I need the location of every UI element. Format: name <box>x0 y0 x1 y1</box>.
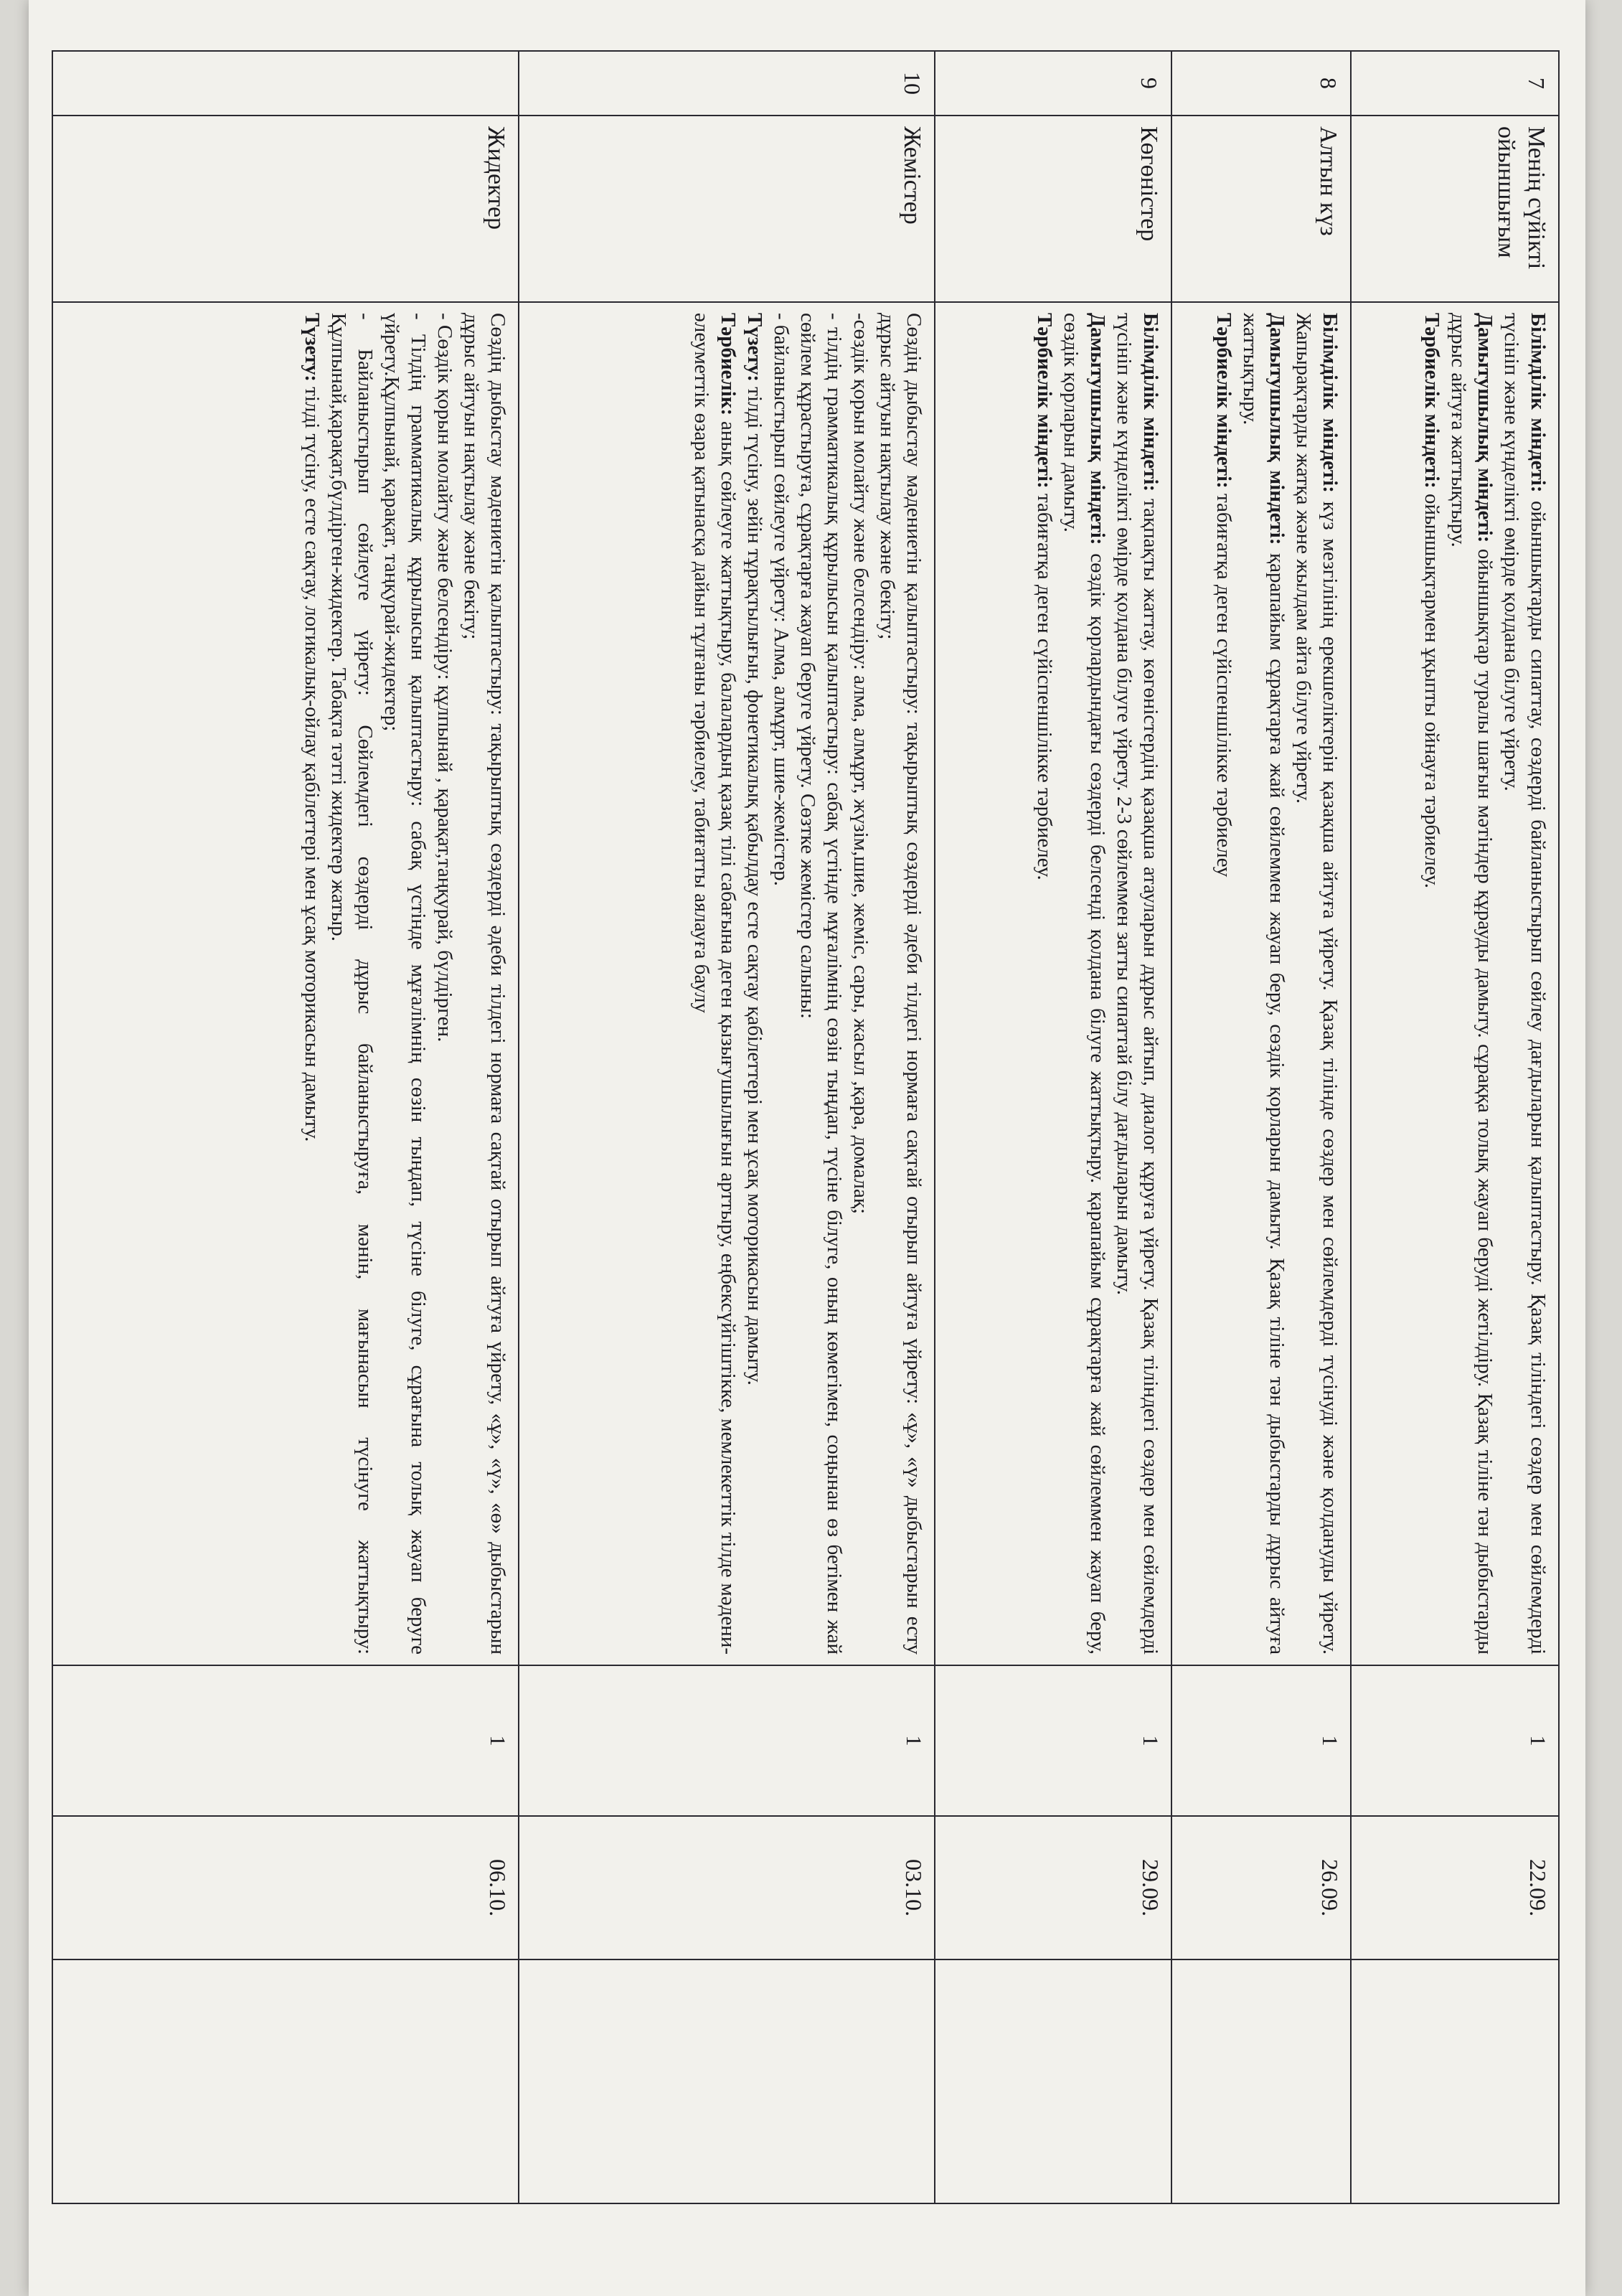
objective: - тілдің грамматикалық құрылысын қалыптастыру: сабақ үстінде мұғалімнің сөзін тыңдап, түсіне білуге, оның көмегімен, соңынан өз бетімен жай сөйлем құрастыруға, сұрақтарға жауап беруге үйрету. Сөзтке жемістер салыны: <box>796 313 846 1655</box>
lesson-plan-table <box>52 50 1560 2204</box>
objective: Білімділік міндеті: күз мезгілінің ерекшеліктерін қазақша айтуға үйрету. Қазақ тілінде сөздер мен сөйлемдерді түсінуді және қолдануды үйрету. Жапырақтарды жатқа және жылдам айта білуге үйрету. <box>1292 313 1342 1655</box>
objective: - Тілдің грамматикалық құрылысын қалыптастыру: сабақ үстінде мұғалімнің сөзін тыңдап, түсіне білуге, сұрағына толық жауап беруге үйрету.Құлпынай, қарақат, таңқурай-жидектер; <box>380 313 430 1655</box>
objective: Тәрбиелік міндеті: табиғатқа деген сүйіспеншілікке тәрбиелеу <box>1212 313 1235 878</box>
date-cell: 06.10. <box>52 1816 519 1959</box>
hours-cell: 1 <box>935 1665 1171 1816</box>
notes-cell <box>1351 1959 1559 2203</box>
date-cell: 03.10. <box>519 1816 935 1959</box>
hours-cell: 1 <box>52 1665 519 1816</box>
objective: Дамытушылық міндеті: қарапайым сұрақтарға жай сөйлеммен жауап беру, сөздік қорларын дамыту. Қазақ тіліне тән дыбыстарды дұрыс айтуға жаттықтыру. <box>1239 313 1288 1655</box>
notes-cell <box>935 1959 1171 2203</box>
rotated-page <box>53 50 1560 2203</box>
objective: Білімділік міндеті: ойыншықтарды сипаттау, сөздерді байланыстырып сөйлеу дағдыларын қалыптастыру. Қазақ тіліндегі сөздер мен сөйлемдерді түсініп және күнделікті өмірде қолдана білуге үйрету. <box>1500 313 1550 1655</box>
row-number: 9 <box>935 51 1171 116</box>
objective: Дамытушылық міндеті: ойыншықтар туралы шағын мәтіндер құрауды дамыту. сұраққа толық жауап беруді жетілдіру. Қазақ тіліне тән дыбыстарды дұрыс айтуға жаттықтыру. <box>1447 313 1496 1655</box>
topic-cell: Жемістер <box>519 116 935 302</box>
topic-cell: Алтын күз <box>1171 116 1351 302</box>
hours-cell: 1 <box>1351 1665 1559 1816</box>
row-number: 10 <box>519 51 935 116</box>
notes-cell <box>1171 1959 1351 2203</box>
hours-cell: 1 <box>1171 1665 1351 1816</box>
row-number: 8 <box>1171 51 1351 116</box>
objective: Білімділік міндеті: тақпақты жаттау, көгөністердің қазақша атауларын дұрыс айтып, диалог құруға үйрету. Қазақ тіліндегі сөздер мен сөйлемдерді түсініп және күнделікті өмірде қолдана білуге үйрету. 2-3 сөйлеммен затты сипаттай білу дағдыларын дамыту. <box>1113 313 1162 1655</box>
objectives-cell <box>1351 302 1559 1665</box>
table-row <box>519 51 935 2203</box>
objective: Сөздің дыбыстау мәдениетін қалыптастыру: тақырыптық сөздерді әдеби тілдегі нормаға сақтай отырып айтуға үйрету, «ұ», «ү», «ө» дыбыстарын дұрыс айтуын нақтылау және бекіту; <box>460 313 509 1655</box>
table-row <box>935 51 1171 2203</box>
notes-cell <box>52 1959 519 2203</box>
row-number <box>52 51 519 116</box>
row-number: 7 <box>1351 51 1559 116</box>
objectives-cell <box>1171 302 1351 1665</box>
objective: Сөздің дыбыстау мәдениетін қалыптастыру: тақырыптық сөздерді әдеби тілдегі нормаға сақтай отырып айтуға үйрету: «ұ», «ү» дыбыстарын есту дұрыс айтуын нақтылау және бекіту; <box>876 313 925 1655</box>
objective: Тәрбиелік міндеті: табиғатқа деген сүйіспеншілікке тәрбиелеу. <box>1033 313 1056 880</box>
objective: -сөздік қорын молайту және белсендіру: алма, алмұрт, жүзім,шие, жеміс, сары, жасыл ,қара, домалақ; <box>849 313 872 1215</box>
objective: - Байланыстырып сөйлеуге үйрету: Сөйлемдегі сөздерді дұрыс байланыстыруға, мәнін, мағынасын түсінуге жаттықтыру: Құлпынай,қарақат,бүлдірген-жидектер. Табақта тәтті жидектер жатыр. <box>327 313 377 1655</box>
objective: Түзету: тілді түсіну, зейін тұрақтылығын, фонетикалық қабылдау есте сақтау қабілеттері мен ұсақ моторикасын дамыту. <box>743 313 766 1385</box>
topic-cell: Көгөністер <box>935 116 1171 302</box>
table-row <box>1351 51 1559 2203</box>
notes-cell <box>519 1959 935 2203</box>
topic-cell: Жидектер <box>52 116 519 302</box>
objective: Тәрбиелік міндеті: ойыншықтармен ұқыпты ойнауға тәрбиелеу. <box>1420 313 1443 888</box>
date-cell: 22.09. <box>1351 1816 1559 1959</box>
objective: - байланыстырып сөйлеуге үйрету: Алма, алмұрт, шие-жемістер. <box>770 313 793 886</box>
date-cell: 29.09. <box>935 1816 1171 1959</box>
table-row <box>52 51 519 2203</box>
objective: - Сөздік қорын молайту және белсендіру: құлпынай , қарақат,таңқурай, бүлдірген. <box>433 313 456 1043</box>
table-row <box>1171 51 1351 2203</box>
topic-cell: Менің сүйікті ойыншығым <box>1351 116 1559 302</box>
hours-cell: 1 <box>519 1665 935 1816</box>
objectives-cell <box>519 302 935 1665</box>
objectives-cell <box>52 302 519 1665</box>
objectives-cell <box>935 302 1171 1665</box>
objective: Дамытушылық міндеті: сөздік қорлардындағы сөздерді белсенді қолдана білуге жаттықтыру. қарапайым сұрақтарға жай сөйлеммен жауап беру, сөздік қорларын дамыту. <box>1060 313 1109 1655</box>
date-cell: 26.09. <box>1171 1816 1351 1959</box>
objective: Тәрбиелік: анық сөйлеуге жаттықтыру, балалардың қазақ тілі сабағына деген қызығушылығын арттыру, еңбексүйгіштікке, мемлекеттік тілде мәдени- әлеуметтік өзара қатынасқа дайын тұлғаны тәрбиелеу, табиғатты аялауға баулу <box>690 313 740 1655</box>
paper-sheet <box>29 0 1585 2296</box>
objective: Түзету: тілді түсіну, есте сақтау, логикалық-ойлау қабілеттері мен ұсақ моторикасын дамыту. <box>301 313 324 1142</box>
